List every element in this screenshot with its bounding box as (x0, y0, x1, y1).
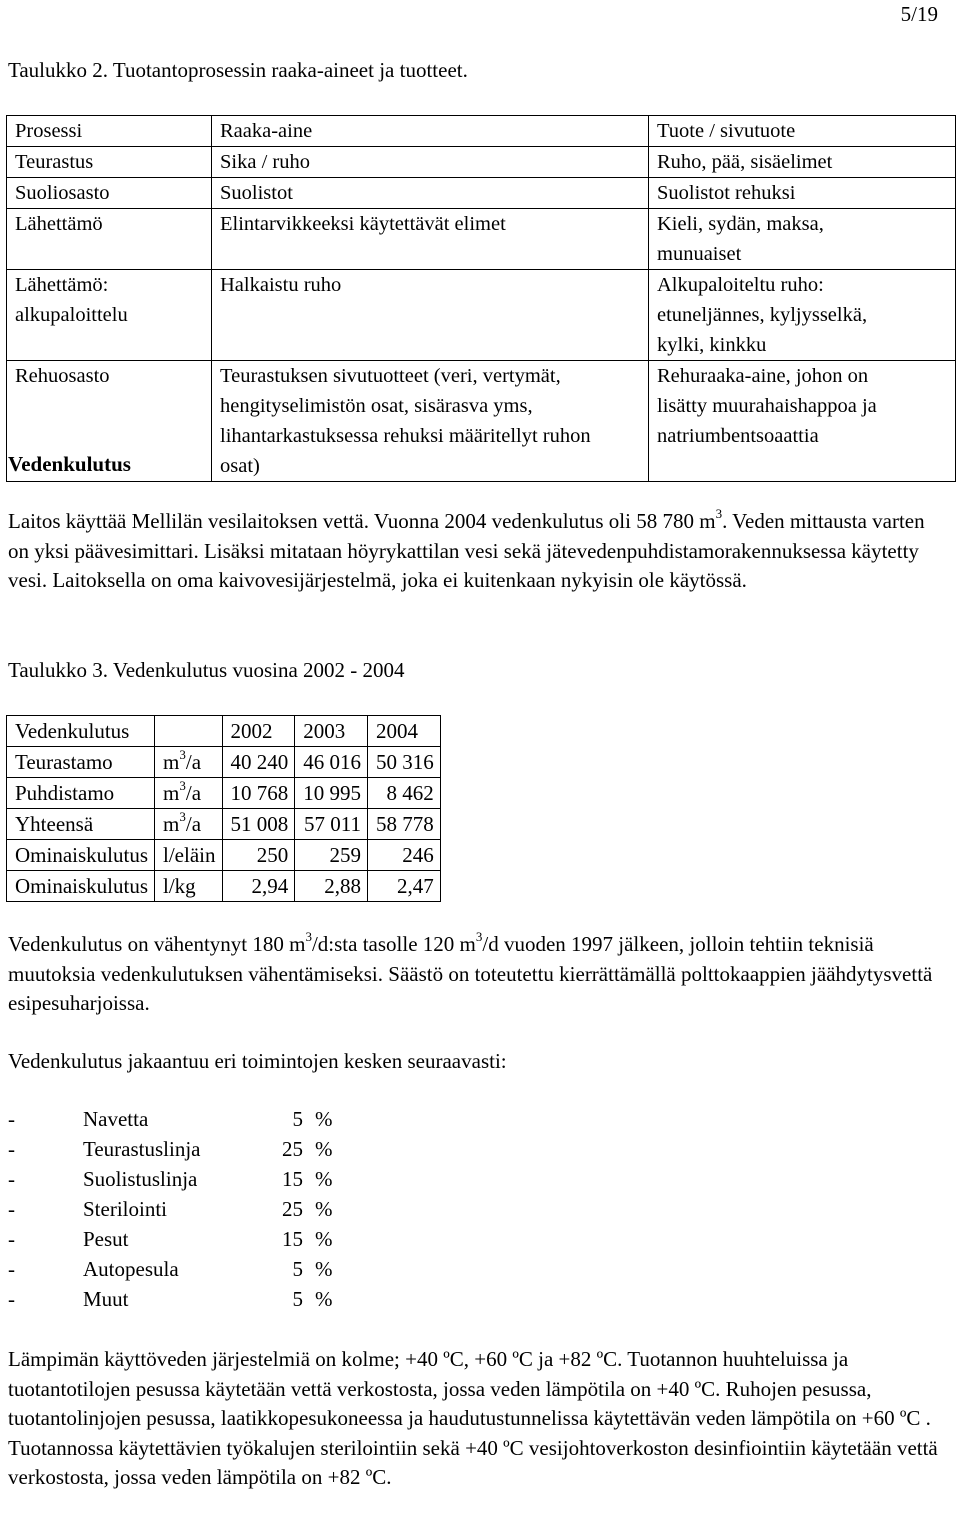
list-item-unit: % (315, 1257, 333, 1281)
table-row (7, 178, 956, 209)
table-cell: Alkupaloiteltu ruho: etuneljännes, kyljysselkä, kylki, kinkku (649, 270, 956, 361)
list-item-value: 15 (282, 1167, 303, 1191)
list-item-unit: % (315, 1107, 333, 1131)
list-dash: - (8, 1167, 15, 1191)
list-item-value: 15 (282, 1227, 303, 1251)
table-cell: Ruho, pää, sisäelimet (649, 147, 956, 178)
list-item-unit: % (315, 1227, 333, 1251)
table-cell: Sika / ruho (212, 147, 649, 178)
table-cell: 246 (368, 840, 441, 871)
table-cell: Ominaiskulutus (7, 840, 155, 871)
table-cell: 50 316 (368, 747, 441, 778)
table-row (7, 147, 956, 178)
list-item-unit: % (315, 1197, 333, 1221)
table-cell: l/kg (155, 871, 222, 902)
list-item-value: 25 (282, 1197, 303, 1221)
page-number: 5/19 (900, 2, 938, 26)
table-cell: Suolistot rehuksi (649, 178, 956, 209)
table-cell: Teurastus (7, 147, 212, 178)
distribution-intro: Vedenkulutus jakaantuu eri toimintojen kesken seuraavasti: (8, 1049, 507, 1073)
list-item-value: 25 (282, 1137, 303, 1161)
header-cell: Raaka-aine (212, 116, 649, 147)
hot-water-paragraph: Lämpimän käyttöveden järjestelmiä on kolme; +40 ºC, +60 ºC ja +82 ºC. Tuotannon huuhteluissa ja tuotantotilojen pesussa käytetään vettä verkostosta, jossa veden lämpötila on +40 ºC. Ruhojen pesussa, tuotantolinjojen pesussa, laatikkopesukoneessa ja haudutustunnelissa käytettävän veden lämpötila on +60 ºC . Tuotannossa käytettävien työkalujen sterilointiin sekä +40 ºC vesijohtoverkoston desinfiointiin käytetään vettä verkostosta, jossa veden lämpötila on +82 ºC. (8, 1347, 938, 1489)
table-cell: $m^3/a$ (155, 778, 222, 809)
reduction-paragraph: Vedenkulutus on vähentynyt 180 $m^3/d:sta$ tasolle 120 $m^3/d$ vuoden 1997 jälkeen, jolloin tehtiin teknisiä muutoksia vedenkulutuksen vähentämiseksi. Säästö on toteutettu kierrättämällä polttokaappien jäähdytysvettä esipesuharjoissa. (8, 929, 933, 1015)
table-cell: Puhdistamo (7, 778, 155, 809)
table-row (7, 209, 956, 270)
table-row (7, 361, 956, 482)
list-dash: - (8, 1107, 15, 1131)
table-row (7, 778, 441, 809)
table-cell: $m^3/a$ (155, 809, 222, 840)
list-item-label: Sterilointi (83, 1197, 167, 1221)
table-cell: Rehuraaka-aine, johon on lisätty muurahaishappoa ja natriumbentsoaattia (649, 361, 956, 482)
list-item-label: Pesut (83, 1227, 129, 1251)
table-cell: Kieli, sydän, maksa, munuaiset (649, 209, 956, 270)
list-item-unit: % (315, 1167, 333, 1191)
table-cell: Yhteensä (7, 809, 155, 840)
table-header-row (7, 116, 956, 147)
table-cell: l/eläin (155, 840, 222, 871)
list-item-label: Muut (83, 1287, 129, 1311)
header-cell: Prosessi (7, 116, 212, 147)
list-dash: - (8, 1137, 15, 1161)
table3-caption: Taulukko 3. Vedenkulutus vuosina 2002 - 2004 (8, 658, 405, 682)
water-consumption-table (6, 715, 441, 902)
table-row (7, 270, 956, 361)
header-cell: 2003 (295, 716, 368, 747)
list-item-value: 5 (292, 1257, 303, 1281)
table-cell: 250 (222, 840, 295, 871)
list-item-unit: % (315, 1287, 333, 1311)
list-dash: - (8, 1287, 15, 1311)
header-cell: Vedenkulutus (7, 716, 155, 747)
list-dash: - (8, 1197, 15, 1221)
table-cell: 2,47 (368, 871, 441, 902)
table-cell: 8 462 (368, 778, 441, 809)
table-row (7, 809, 441, 840)
table2-caption: Taulukko 2. Tuotantoprosessin raaka-aineet ja tuotteet. (8, 58, 468, 82)
table-cell: Suoliosasto (7, 178, 212, 209)
table-cell: 46 016 (295, 747, 368, 778)
list-item-label: Teurastuslinja (83, 1137, 201, 1161)
intro-paragraph: Laitos käyttää Mellilän vesilaitoksen vettä. Vuonna 2004 vedenkulutus oli 58 780 $m^3$. Veden mittausta varten on yksi päävesimittari. Lisäksi mitataan höyrykattilan vesi sekä jätevedenpuhdistamorakennuksessa käytetty vesi. Laitoksella on oma kaivovesijärjestelmä, joka ei kuitenkaan nykyisin ole käytössä. (8, 506, 925, 592)
table-cell: 40 240 (222, 747, 295, 778)
table-cell: 259 (295, 840, 368, 871)
list-item-value: 5 (292, 1107, 303, 1131)
table-cell: Rehuosasto (7, 361, 212, 482)
header-cell: 2002 (222, 716, 295, 747)
header-cell: 2004 (368, 716, 441, 747)
list-dash: - (8, 1227, 15, 1251)
table-cell: 58 778 (368, 809, 441, 840)
list-item-unit: % (315, 1137, 333, 1161)
list-item-label: Autopesula (83, 1257, 179, 1281)
table-cell: Lähettämö (7, 209, 212, 270)
header-cell: Tuote / sivutuote (649, 116, 956, 147)
table-cell: $m^3/a$ (155, 747, 222, 778)
table-cell: Suolistot (212, 178, 649, 209)
header-cell (155, 716, 222, 747)
list-item-label: Navetta (83, 1107, 149, 1131)
raw-materials-table (6, 115, 956, 482)
table-cell: Lähettämö: alkupaloittelu (7, 270, 212, 361)
table-cell: Ominaiskulutus (7, 871, 155, 902)
table-cell: Teurastuksen sivutuotteet (veri, vertymät, hengityselimistön osat, sisärasva yms, lihantarkastuksessa rehuksi määritellyt ruhon osat) (212, 361, 649, 482)
table-cell: Halkaistu ruho (212, 270, 649, 361)
table-cell: 10 995 (295, 778, 368, 809)
table-cell: 57 011 (295, 809, 368, 840)
table-cell: Elintarvikkeeksi käytettävät elimet (212, 209, 649, 270)
section-heading: Vedenkulutus (8, 452, 131, 476)
list-dash: - (8, 1257, 15, 1281)
table-cell: 2,94 (222, 871, 295, 902)
table-header-row (7, 716, 441, 747)
list-item-label: Suolistuslinja (83, 1167, 198, 1191)
table-row (7, 747, 441, 778)
list-item-value: 5 (292, 1287, 303, 1311)
table-cell: 2,88 (295, 871, 368, 902)
table-cell: Teurastamo (7, 747, 155, 778)
table-row (7, 840, 441, 871)
table-row (7, 871, 441, 902)
table-cell: 51 008 (222, 809, 295, 840)
table-cell: 10 768 (222, 778, 295, 809)
